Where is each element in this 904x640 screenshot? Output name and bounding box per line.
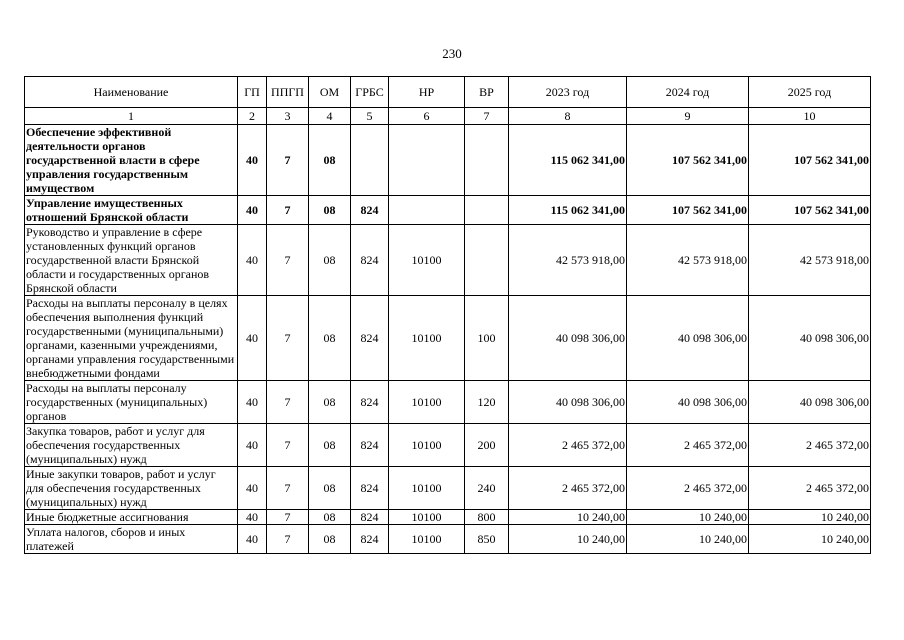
om-code: 08 xyxy=(309,525,351,554)
vr-code: 240 xyxy=(465,467,509,510)
grbs-code: 824 xyxy=(351,381,389,424)
amount-2023: 115 062 341,00 xyxy=(509,196,627,225)
nr-code: 10100 xyxy=(389,510,465,525)
header-om: ОМ xyxy=(309,77,351,108)
vr-code xyxy=(465,125,509,196)
vr-code: 200 xyxy=(465,424,509,467)
amount-2023: 10 240,00 xyxy=(509,510,627,525)
column-number: 10 xyxy=(749,108,871,125)
ppgp-code: 7 xyxy=(267,424,309,467)
grbs-code: 824 xyxy=(351,510,389,525)
grbs-code: 824 xyxy=(351,225,389,296)
gp-code: 40 xyxy=(238,381,267,424)
amount-2024: 2 465 372,00 xyxy=(627,467,749,510)
column-number: 9 xyxy=(627,108,749,125)
nr-code: 10100 xyxy=(389,296,465,381)
table-row xyxy=(25,125,871,196)
table-row xyxy=(25,424,871,467)
item-name: Иные закупки товаров, работ и услуг для обеспечения государственных (муниципальных) нужд xyxy=(25,467,238,510)
amount-2025: 107 562 341,00 xyxy=(749,125,871,196)
ppgp-code: 7 xyxy=(267,467,309,510)
nr-code: 10100 xyxy=(389,381,465,424)
vr-code xyxy=(465,196,509,225)
om-code: 08 xyxy=(309,225,351,296)
column-number: 2 xyxy=(238,108,267,125)
ppgp-code: 7 xyxy=(267,510,309,525)
amount-2025: 40 098 306,00 xyxy=(749,381,871,424)
column-number: 8 xyxy=(509,108,627,125)
ppgp-code: 7 xyxy=(267,381,309,424)
amount-2024: 10 240,00 xyxy=(627,510,749,525)
gp-code: 40 xyxy=(238,125,267,196)
nr-code: 10100 xyxy=(389,467,465,510)
item-name: Закупка товаров, работ и услуг для обеспечения государственных (муниципальных) нужд xyxy=(25,424,238,467)
item-name: Обеспечение эффективной деятельности органов государственной власти в сфере управления государственным имуществом xyxy=(25,125,238,196)
table-body xyxy=(25,125,871,554)
gp-code: 40 xyxy=(238,296,267,381)
amount-2025: 2 465 372,00 xyxy=(749,424,871,467)
amount-2024: 107 562 341,00 xyxy=(627,196,749,225)
vr-code xyxy=(465,225,509,296)
amount-2024: 2 465 372,00 xyxy=(627,424,749,467)
column-number: 1 xyxy=(25,108,238,125)
grbs-code: 824 xyxy=(351,424,389,467)
amount-2025: 40 098 306,00 xyxy=(749,296,871,381)
table-row xyxy=(25,525,871,554)
table-row xyxy=(25,225,871,296)
gp-code: 40 xyxy=(238,510,267,525)
column-number: 3 xyxy=(267,108,309,125)
nr-code: 10100 xyxy=(389,424,465,467)
header-2025: 2025 год xyxy=(749,77,871,108)
om-code: 08 xyxy=(309,196,351,225)
amount-2023: 40 098 306,00 xyxy=(509,296,627,381)
header-vr: ВР xyxy=(465,77,509,108)
gp-code: 40 xyxy=(238,225,267,296)
item-name: Руководство и управление в сфере установленных функций органов государственной власти Брянской области и государственных органов Брянской области xyxy=(25,225,238,296)
amount-2025: 10 240,00 xyxy=(749,525,871,554)
amount-2023: 40 098 306,00 xyxy=(509,381,627,424)
header-2024: 2024 год xyxy=(627,77,749,108)
nr-code: 10100 xyxy=(389,525,465,554)
gp-code: 40 xyxy=(238,196,267,225)
amount-2023: 115 062 341,00 xyxy=(509,125,627,196)
header-2023: 2023 год xyxy=(509,77,627,108)
item-name: Расходы на выплаты персоналу в целях обеспечения выполнения функций государственными (муниципальными) органами, казенными учреждениями, органами управления государственными внебюджетными фондами xyxy=(25,296,238,381)
amount-2023: 2 465 372,00 xyxy=(509,424,627,467)
grbs-code xyxy=(351,125,389,196)
header-grbs: ГРБС xyxy=(351,77,389,108)
amount-2024: 42 573 918,00 xyxy=(627,225,749,296)
gp-code: 40 xyxy=(238,467,267,510)
amount-2025: 10 240,00 xyxy=(749,510,871,525)
amount-2025: 107 562 341,00 xyxy=(749,196,871,225)
column-number: 7 xyxy=(465,108,509,125)
ppgp-code: 7 xyxy=(267,525,309,554)
amount-2025: 42 573 918,00 xyxy=(749,225,871,296)
budget-table xyxy=(24,76,871,554)
nr-code xyxy=(389,196,465,225)
vr-code: 120 xyxy=(465,381,509,424)
ppgp-code: 7 xyxy=(267,196,309,225)
amount-2024: 10 240,00 xyxy=(627,525,749,554)
column-number: 5 xyxy=(351,108,389,125)
amount-2024: 107 562 341,00 xyxy=(627,125,749,196)
header-row xyxy=(25,77,871,108)
column-number: 6 xyxy=(389,108,465,125)
amount-2023: 42 573 918,00 xyxy=(509,225,627,296)
table-row xyxy=(25,196,871,225)
amount-2024: 40 098 306,00 xyxy=(627,296,749,381)
vr-code: 100 xyxy=(465,296,509,381)
header-nr: НР xyxy=(389,77,465,108)
nr-code: 10100 xyxy=(389,225,465,296)
amount-2023: 10 240,00 xyxy=(509,525,627,554)
grbs-code: 824 xyxy=(351,525,389,554)
header-gp: ГП xyxy=(238,77,267,108)
header-name: Наименование xyxy=(25,77,238,108)
om-code: 08 xyxy=(309,296,351,381)
item-name: Уплата налогов, сборов и иных платежей xyxy=(25,525,238,554)
om-code: 08 xyxy=(309,125,351,196)
amount-2023: 2 465 372,00 xyxy=(509,467,627,510)
column-number-row xyxy=(25,108,871,125)
table-row xyxy=(25,467,871,510)
amount-2024: 40 098 306,00 xyxy=(627,381,749,424)
ppgp-code: 7 xyxy=(267,225,309,296)
column-number: 4 xyxy=(309,108,351,125)
grbs-code: 824 xyxy=(351,196,389,225)
vr-code: 800 xyxy=(465,510,509,525)
table-row xyxy=(25,510,871,525)
table-row xyxy=(25,296,871,381)
nr-code xyxy=(389,125,465,196)
om-code: 08 xyxy=(309,510,351,525)
grbs-code: 824 xyxy=(351,296,389,381)
amount-2025: 2 465 372,00 xyxy=(749,467,871,510)
ppgp-code: 7 xyxy=(267,125,309,196)
grbs-code: 824 xyxy=(351,467,389,510)
ppgp-code: 7 xyxy=(267,296,309,381)
gp-code: 40 xyxy=(238,424,267,467)
table-row xyxy=(25,381,871,424)
item-name: Расходы на выплаты персоналу государственных (муниципальных) органов xyxy=(25,381,238,424)
om-code: 08 xyxy=(309,424,351,467)
page-number: 230 xyxy=(442,46,462,61)
vr-code: 850 xyxy=(465,525,509,554)
om-code: 08 xyxy=(309,467,351,510)
gp-code: 40 xyxy=(238,525,267,554)
om-code: 08 xyxy=(309,381,351,424)
item-name: Иные бюджетные ассигнования xyxy=(25,510,238,525)
header-ppgp: ППГП xyxy=(267,77,309,108)
item-name: Управление имущественных отношений Брянской области xyxy=(25,196,238,225)
